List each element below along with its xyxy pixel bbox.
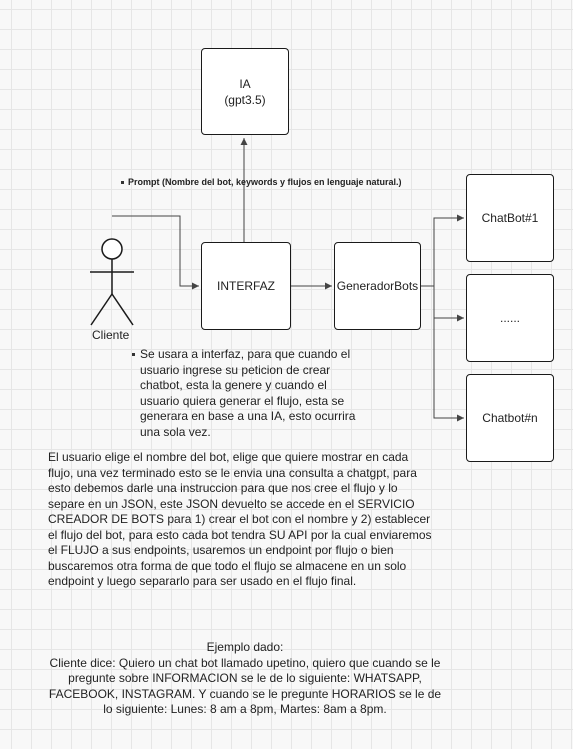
chatbot-ellipsis-node[interactable] bbox=[466, 274, 554, 362]
chatbot-n-node[interactable] bbox=[466, 374, 554, 462]
cliente-actor-label: Cliente bbox=[92, 328, 130, 342]
generador-bots-node[interactable] bbox=[334, 242, 421, 330]
actor-left-leg bbox=[91, 294, 112, 325]
connector-cliente-interfaz bbox=[112, 216, 199, 286]
cliente-actor-figure bbox=[90, 239, 134, 325]
ia-node-label: IA bbox=[239, 76, 251, 91]
example-block bbox=[45, 640, 445, 718]
ia-node[interactable] bbox=[201, 48, 289, 135]
interfaz-note-text: Se usara a interfaz, para que cuando el usuario ingrese su peticion de crear chatbot, esta la genere y cuando el usuario quiera generar el flujo, esta se generara en base a una IA, esto ocurrira una sola vez. bbox=[140, 347, 356, 439]
flow-description-text: El usuario elige el nombre del bot, elige que quiere mostrar en cada flujo, una vez terminado esto se le envia una consulta a chatgpt, para esto debemos darle una instruccion para que nos cree el flujo y lo separe en un JSON, este JSON devuelto se accede en el SERVICIO CREADOR DE BOTS para 1) crear el bot con el nombre y 2) establecer el flujo del bot, para esto cada bot tendra SU API por la cual enviaremos el FLUJO a sus endpoints, usaremos un endpoint por flujo o bien buscaremos otra forma de que todo el flujo se almacene en un solo endpoint y luego separarlo para ser usado en el flujo final. bbox=[48, 450, 432, 588]
interfaz-node-label: INTERFAZ bbox=[216, 279, 275, 293]
example-text: Cliente dice: Quiero un chat bot llamado upetino, quiero que cuando se le pregunte sobre INFORMACION se le de lo siguiente: WHATSAPP, FACEBOOK, INSTAGRAM. Y cuando se le pregunte HORARIOS se le de lo siguiente: Lunes: 8 am a 8pm, Martes: 8am a 8pm. bbox=[48, 655, 442, 716]
bullet-icon bbox=[121, 181, 124, 184]
bullet-icon bbox=[132, 353, 135, 356]
chatbot-1-node[interactable] bbox=[466, 174, 554, 262]
interfaz-note bbox=[132, 347, 364, 440]
chatbot-ellipsis-node-label: ...... bbox=[499, 311, 520, 325]
connector-generador-ellipsis bbox=[421, 286, 464, 318]
chatbot-1-node-label: ChatBot#1 bbox=[481, 211, 539, 225]
prompt-note-text: Prompt (Nombre del bot, keywords y flujos en lenguaje natural.) bbox=[128, 177, 402, 187]
prompt-note bbox=[121, 176, 411, 188]
connector-generador-chatbotn bbox=[421, 286, 464, 418]
ia-node-sublabel: (gpt3.5) bbox=[224, 92, 266, 107]
generador-bots-node-label: GeneradorBots bbox=[336, 279, 419, 293]
interfaz-node[interactable] bbox=[201, 242, 291, 330]
actor-head bbox=[102, 239, 122, 259]
chatbot-n-node-label: Chatbot#n bbox=[482, 411, 538, 425]
actor-right-leg bbox=[112, 294, 133, 325]
example-title: Ejemplo dado: bbox=[206, 640, 284, 654]
connector-generador-chatbot1 bbox=[421, 218, 464, 286]
